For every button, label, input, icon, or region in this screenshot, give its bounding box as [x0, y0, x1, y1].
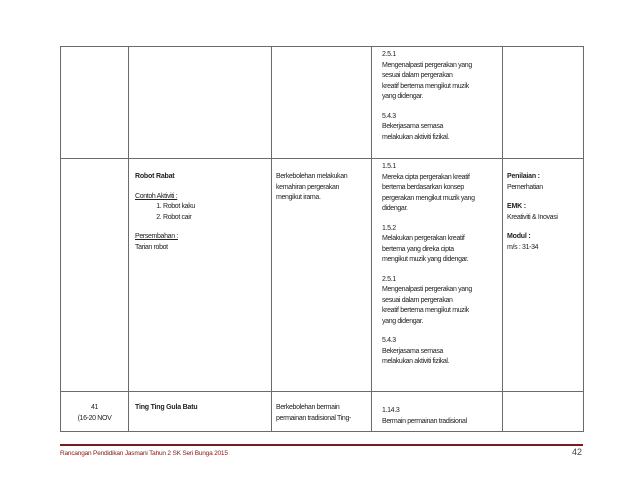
outcome-cell	[272, 392, 372, 432]
objective-block	[382, 275, 502, 328]
performance-heading: Persembahan :	[135, 233, 178, 240]
objectives-cell	[372, 159, 503, 392]
outcome-cell	[272, 159, 372, 392]
week-cell	[61, 47, 129, 159]
objective-code: 5.4.3	[382, 337, 396, 344]
topic-cell	[129, 392, 272, 432]
topic-cell	[129, 47, 272, 159]
objective-block	[382, 112, 502, 144]
objective-code: 2.5.1	[382, 275, 396, 283]
objective-text: Bekerjasama semasa	[382, 123, 444, 130]
week-dates: (16-20 NOV	[77, 414, 112, 422]
lesson-plan-table	[60, 46, 584, 432]
topic-title: Robot Rabat	[135, 173, 175, 180]
emk-value: Kreativiti & Inovasi	[507, 213, 558, 221]
table-row	[61, 47, 584, 159]
list-item: 2. Robot cair	[163, 213, 271, 224]
list-item: 1. Robot kaku	[163, 202, 271, 213]
objective-text: sesuai dalam pergerakan	[382, 296, 453, 304]
topic-title: Ting Ting Gula Batu	[135, 404, 198, 411]
objective-text: kreatif bertema mengikut muzik	[382, 307, 469, 314]
objective-code: 1.5.1	[382, 163, 396, 170]
objective-text: Mereka cipta pergerakan kreatif	[382, 173, 470, 181]
objective-text: yang didengar.	[382, 93, 424, 100]
objective-block	[382, 162, 502, 215]
week-number: 41	[90, 404, 99, 411]
objective-text: yang didengar.	[382, 317, 424, 325]
page-number: 42	[571, 447, 582, 457]
module-label: Modul :	[507, 233, 531, 240]
performance-value: Tarian robot	[135, 243, 168, 251]
topic-cell	[129, 159, 272, 392]
objective-text: bertema yang direka cipta	[382, 245, 454, 253]
objective-text: melakukan aktiviti fizikal.	[382, 358, 450, 365]
objective-text: bertema berdasarkan konsep	[382, 184, 464, 191]
example-heading: Contoh Aktiviti :	[135, 192, 178, 200]
notes-cell	[503, 392, 584, 432]
assessment-label: Penilaian :	[507, 173, 540, 180]
outcome-text: Berkebolehan melakukan	[276, 173, 348, 180]
objectives-cell	[372, 392, 503, 432]
objective-text: Melakukan pergerakan kreatif	[382, 235, 465, 242]
objective-code: 1.5.2	[382, 224, 396, 232]
objective-block	[382, 224, 502, 266]
table-row	[61, 159, 584, 392]
outcome-text: Berkebolehan bermain	[276, 404, 340, 411]
objective-text: sesuai dalam pergerakan	[382, 72, 453, 79]
objective-text: didengar.	[382, 205, 408, 212]
objective-text: melakukan aktiviti fizikal.	[382, 133, 450, 141]
objective-text: kreatif bertema mengikut muzik	[382, 82, 469, 90]
objective-block	[382, 50, 502, 103]
outcome-text: kemahiran pergerakan	[276, 183, 340, 191]
example-list	[135, 202, 271, 223]
objective-text: mengikut muzik yang didengar.	[382, 256, 469, 263]
outcome-cell	[272, 47, 372, 159]
outcome-text: mengikut irama.	[276, 194, 321, 201]
table-row	[61, 392, 584, 432]
footer-caption: Rancangan Pendidikan Jasmani Tahun 2 SK Seri Bunga 2015	[60, 450, 228, 457]
emk-label: EMK :	[507, 203, 526, 210]
objective-text: pergerakan mengikut muzik yang	[382, 194, 475, 202]
objectives-cell	[372, 47, 503, 159]
notes-cell	[503, 159, 584, 392]
objective-block	[382, 336, 502, 368]
objective-text: Mengenalpasti pergerakan yang	[382, 286, 472, 293]
footer-divider	[60, 444, 583, 446]
objective-code: 2.5.1	[382, 51, 396, 58]
objective-code: 1.14.3	[382, 407, 400, 414]
objective-text: Bermain permainan tradisional	[382, 417, 467, 425]
outcome-text: permainan tradisional Ting-	[276, 414, 351, 422]
week-cell	[61, 392, 129, 432]
module-value: m/s : 31-34	[507, 243, 539, 251]
assessment-value: Pemerhatian	[507, 183, 543, 191]
objective-text: Mengenalpasti pergerakan yang	[382, 61, 472, 69]
objective-text: Bekerjasama semasa	[382, 347, 444, 355]
week-cell	[61, 159, 129, 392]
notes-cell	[503, 47, 584, 159]
objective-code: 5.4.3	[382, 112, 396, 120]
